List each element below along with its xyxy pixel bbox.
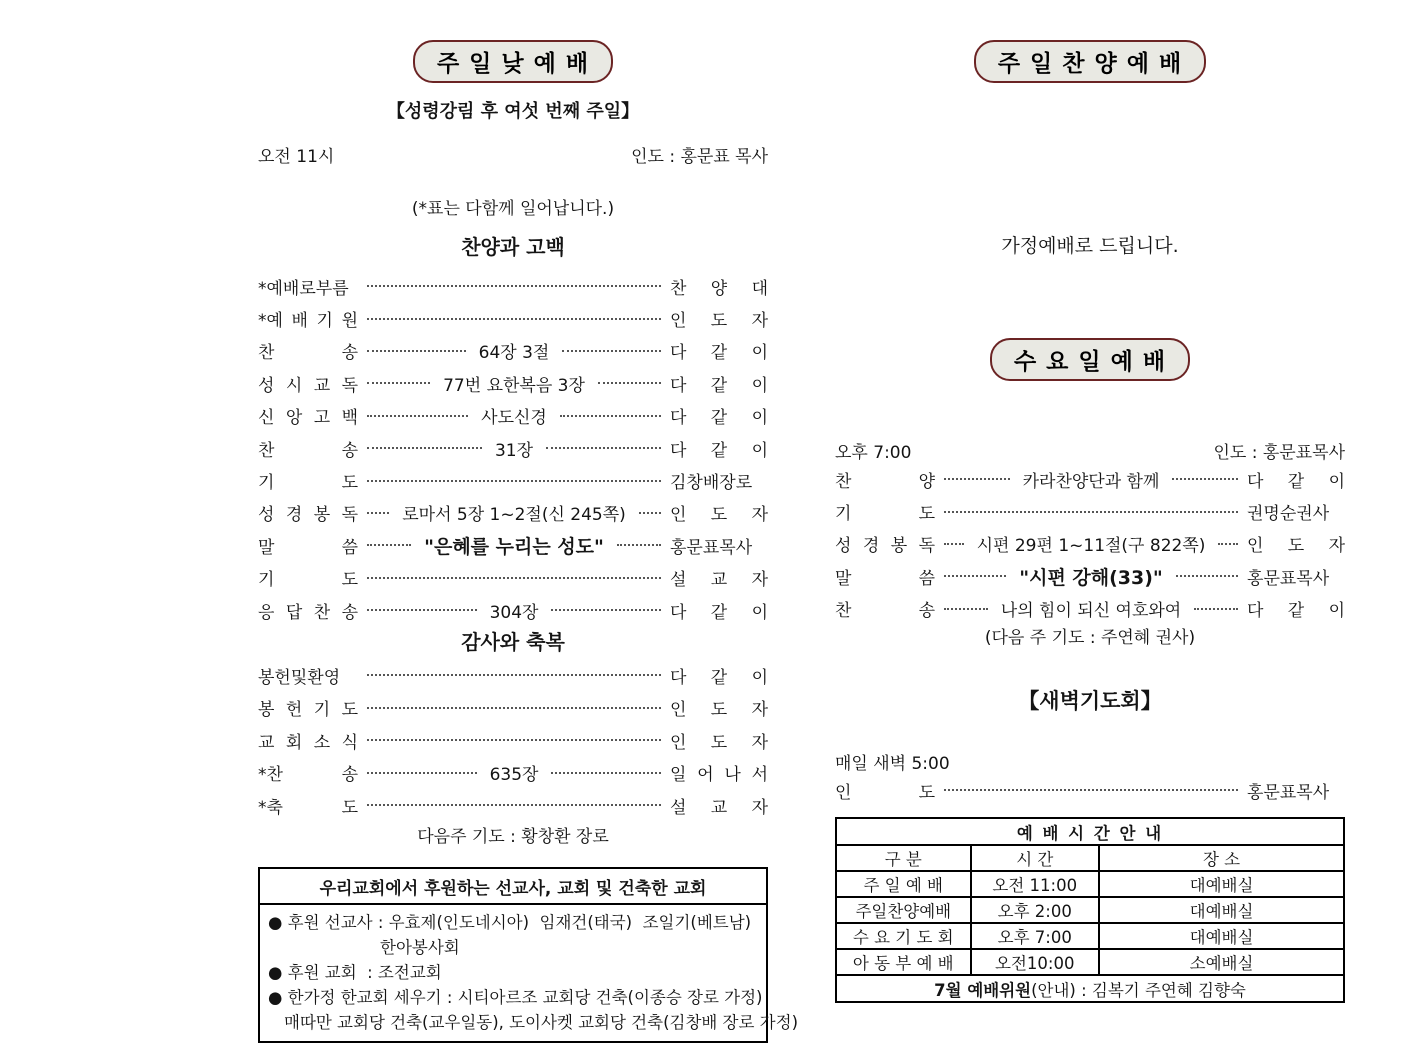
home-worship-note: 가정예배로 드립니다. bbox=[1001, 235, 1179, 257]
leader-dots bbox=[367, 285, 661, 287]
dawn-prayer-title: 【새벽기도회】 bbox=[1018, 688, 1162, 713]
leader-dots bbox=[367, 512, 389, 514]
section-praise-confession: 찬양과 고백 bbox=[461, 235, 565, 259]
church-building-line2: 매따만 교회당 건축(교우일동), 도이사켓 교회당 건축(김창배 장로 가정) bbox=[284, 1013, 798, 1033]
order-row bbox=[258, 562, 768, 594]
leader-dots bbox=[551, 609, 661, 611]
order-row bbox=[258, 497, 768, 529]
table-row bbox=[836, 871, 1344, 897]
leader-dots bbox=[617, 544, 661, 546]
leader-dots bbox=[367, 382, 430, 384]
table-title-row bbox=[836, 818, 1344, 845]
order-row bbox=[258, 724, 768, 756]
order-label: 성 경 봉 독 bbox=[835, 536, 935, 557]
leader-dots bbox=[367, 772, 477, 774]
order-row bbox=[258, 756, 768, 788]
order-row bbox=[258, 270, 768, 302]
leader-dots bbox=[367, 544, 411, 546]
order-row bbox=[835, 495, 1345, 527]
order-label: 응 답 찬 송 bbox=[258, 602, 358, 623]
order-assignee: 다 같 이 bbox=[1247, 601, 1345, 622]
order-label: *축 도 bbox=[258, 797, 358, 818]
next-week-prayer: 다음주 기도 : 황창환 장로 bbox=[417, 827, 609, 848]
order-label: 봉헌및환영 bbox=[258, 667, 341, 688]
table-header-row bbox=[836, 845, 1344, 871]
table-row bbox=[836, 923, 1344, 949]
mission-support-box bbox=[258, 867, 798, 1043]
order-label: *예배로부름 bbox=[258, 278, 349, 299]
order-label: 말 씀 bbox=[258, 537, 358, 558]
leader-dots bbox=[944, 575, 1006, 577]
order-detail: 로마서 5장 1~2절(신 245쪽) bbox=[402, 505, 626, 526]
service-leader: 인도 : 홍문표목사 bbox=[1213, 443, 1345, 463]
cell-place: 대예배실 bbox=[1099, 923, 1344, 949]
cell-place: 소예배실 bbox=[1099, 949, 1344, 975]
stand-note: (*표는 다함께 일어납니다.) bbox=[411, 199, 615, 219]
table-title: 예 배 시 간 안 내 bbox=[836, 818, 1344, 845]
order-assignee: 다 같 이 bbox=[670, 375, 769, 396]
order-assignee: 다 같 이 bbox=[670, 602, 768, 623]
wednesday-worship-header bbox=[835, 338, 1345, 381]
order-list-2 bbox=[258, 659, 768, 821]
cell-place: 대예배실 bbox=[1099, 897, 1344, 923]
leader-dots bbox=[1194, 608, 1238, 610]
order-label: 성 시 교 독 bbox=[258, 375, 358, 396]
cell-time: 오후 2:00 bbox=[971, 897, 1100, 923]
order-row bbox=[258, 335, 768, 367]
cell-service: 주일찬양예배 bbox=[836, 897, 971, 923]
cell-service: 수 요 기 도 회 bbox=[836, 923, 971, 949]
leader-dots bbox=[367, 447, 482, 449]
order-detail: 77번 요한복음 3장 bbox=[443, 375, 585, 396]
order-row bbox=[258, 594, 768, 626]
order-assignee: 인 도 자 bbox=[670, 505, 769, 526]
order-row bbox=[258, 659, 768, 691]
order-detail: 304장 bbox=[489, 602, 539, 623]
order-assignee: 다 같 이 bbox=[1247, 471, 1345, 492]
service-title-pill: 수 요 일 예 배 bbox=[990, 338, 1190, 381]
dawn-prayer-time: 매일 새벽 5:00 bbox=[835, 753, 950, 774]
leader-dots bbox=[562, 350, 661, 352]
order-row bbox=[258, 400, 768, 432]
order-detail: 카라찬양단과 함께 bbox=[1022, 471, 1160, 492]
leader-dots bbox=[944, 511, 1238, 513]
service-leader: 인도 : 홍문표 목사 bbox=[631, 147, 768, 167]
col-header-place: 장 소 bbox=[1099, 845, 1344, 871]
order-row bbox=[258, 367, 768, 399]
table-row bbox=[836, 949, 1344, 975]
order-row-sermon bbox=[835, 560, 1345, 592]
service-time: 오전 11시 bbox=[258, 147, 335, 167]
service-time: 오후 7:00 bbox=[835, 443, 912, 463]
supported-missionaries-line: ● 후원 선교사 : 우효제(인도네시아) 임재건(태국) 조일기(베트남) bbox=[268, 913, 752, 933]
order-assignee: 인 도 자 bbox=[670, 700, 768, 721]
order-assignee: 인 도 자 bbox=[670, 732, 768, 753]
order-label: 찬 송 bbox=[258, 440, 358, 461]
sunday-praise-worship-header bbox=[835, 40, 1345, 83]
order-label: *찬 송 bbox=[258, 765, 358, 786]
leader-dots bbox=[367, 609, 477, 611]
leader-dots bbox=[639, 512, 661, 514]
cell-time: 오전 11:00 bbox=[971, 871, 1100, 897]
leader-dots bbox=[546, 447, 661, 449]
order-row bbox=[258, 692, 768, 724]
wed-next-week-prayer: (다음 주 기도 : 주연혜 권사) bbox=[984, 627, 1196, 648]
leader-dots bbox=[367, 415, 468, 417]
order-assignee: 일 어 나 서 bbox=[670, 765, 768, 786]
order-label: 찬 송 bbox=[835, 601, 935, 622]
order-assignee: 다 같 이 bbox=[670, 440, 768, 461]
order-detail: 31장 bbox=[494, 440, 534, 461]
ushers-names: (안내) : 김복기 주연혜 김향숙 bbox=[1031, 980, 1246, 1000]
order-label: 기 도 bbox=[835, 504, 935, 525]
order-assignee: 권명순권사 bbox=[1247, 504, 1330, 525]
order-detail: 635장 bbox=[489, 765, 539, 786]
order-assignee: 찬 양 대 bbox=[670, 278, 768, 299]
leader-dots bbox=[367, 739, 661, 741]
order-label: 찬 양 bbox=[835, 471, 935, 492]
order-label: 인 도 bbox=[835, 782, 935, 803]
cell-service: 아 동 부 예 배 bbox=[836, 949, 971, 975]
col-header-time: 시 간 bbox=[971, 845, 1100, 871]
order-assignee: 인 도 자 bbox=[1247, 536, 1345, 557]
liturgical-week-subtitle: 【성령강림 후 여섯 번째 주일】 bbox=[386, 101, 640, 122]
leader-dots bbox=[1176, 575, 1238, 577]
right-services-column bbox=[835, 0, 1345, 1003]
service-time-leader-row bbox=[258, 142, 768, 167]
order-label: 기 도 bbox=[258, 473, 358, 494]
order-label: 교 회 소 식 bbox=[258, 732, 358, 753]
order-row bbox=[835, 593, 1345, 625]
order-assignee: 설 교 자 bbox=[670, 797, 768, 818]
order-detail: 나의 힘이 되신 여호와여 bbox=[1000, 601, 1182, 622]
order-assignee: 김창배장로 bbox=[670, 473, 753, 494]
leader-dots bbox=[551, 772, 661, 774]
order-label: 찬 송 bbox=[258, 343, 358, 364]
ushers-label: 7월 예배위원 bbox=[934, 980, 1032, 1000]
order-row bbox=[258, 464, 768, 496]
order-label: 봉 헌 기 도 bbox=[258, 700, 358, 721]
leader-dots bbox=[367, 350, 466, 352]
leader-dots bbox=[367, 674, 661, 676]
supported-church-line: ● 후원 교회 : 조전교회 bbox=[268, 963, 442, 983]
leader-dots bbox=[367, 707, 661, 709]
order-label: *예 배 기 원 bbox=[258, 311, 358, 332]
order-assignee: 홍문표목사 bbox=[1247, 568, 1330, 589]
monthly-ushers bbox=[836, 975, 1344, 1002]
order-assignee: 홍문표목사 bbox=[1247, 782, 1330, 803]
order-assignee: 홍문표목사 bbox=[670, 537, 753, 558]
leader-dots bbox=[944, 478, 1010, 480]
order-assignee: 다 같 이 bbox=[670, 667, 768, 688]
order-assignee: 다 같 이 bbox=[670, 408, 769, 429]
order-detail: 사도신경 bbox=[481, 408, 547, 429]
leader-dots bbox=[944, 789, 1238, 791]
sermon-title: "시편 강해(33)" bbox=[1019, 566, 1163, 589]
mission-support-body bbox=[260, 905, 798, 1041]
leader-dots bbox=[1218, 543, 1238, 545]
order-assignee: 다 같 이 bbox=[670, 343, 769, 364]
order-row bbox=[835, 774, 1345, 806]
cell-time: 오전10:00 bbox=[971, 949, 1100, 975]
leader-dots bbox=[944, 543, 964, 545]
table-footer-row bbox=[836, 975, 1344, 1002]
order-list-1 bbox=[258, 270, 768, 626]
order-row bbox=[258, 789, 768, 821]
church-building-line: ● 한가정 한교회 세우기 : 시티아르조 교회당 건축(이종승 장로 가정) bbox=[268, 988, 763, 1008]
worship-time-table bbox=[835, 817, 1345, 1003]
order-label: 신 앙 고 백 bbox=[258, 408, 358, 429]
order-row-sermon bbox=[258, 529, 768, 561]
order-detail: 시편 29편 1~11절(구 822쪽) bbox=[976, 536, 1206, 557]
leader-dots bbox=[1172, 478, 1238, 480]
leader-dots bbox=[367, 318, 661, 320]
order-assignee: 설 교 자 bbox=[670, 570, 768, 591]
order-assignee: 인 도 자 bbox=[670, 311, 768, 332]
order-row bbox=[835, 528, 1345, 560]
cell-place: 대예배실 bbox=[1099, 871, 1344, 897]
mission-support-title: 우리교회에서 후원하는 선교사, 교회 및 건축한 교회 bbox=[260, 869, 766, 905]
wed-time-leader-row bbox=[835, 438, 1345, 463]
leader-dots bbox=[560, 415, 661, 417]
leader-dots bbox=[367, 577, 661, 579]
service-title-pill: 주 일 낮 예 배 bbox=[413, 40, 613, 83]
sunday-day-worship-column bbox=[258, 0, 798, 1043]
wed-order-list bbox=[835, 463, 1345, 625]
col-header-category: 구 분 bbox=[836, 845, 971, 871]
order-label: 말 씀 bbox=[835, 568, 935, 589]
order-label: 성 경 봉 독 bbox=[258, 505, 358, 526]
order-label: 기 도 bbox=[258, 570, 358, 591]
service-title-pill: 주 일 찬 양 예 배 bbox=[974, 40, 1206, 83]
order-row bbox=[258, 302, 768, 334]
supported-missionaries-line2: 한아봉사회 bbox=[380, 938, 460, 958]
leader-dots bbox=[367, 480, 661, 482]
order-detail: 64장 3절 bbox=[478, 343, 550, 364]
leader-dots bbox=[367, 804, 661, 806]
leader-dots bbox=[598, 382, 661, 384]
section-thanks-blessing: 감사와 축복 bbox=[461, 630, 565, 655]
sunday-day-worship-header bbox=[258, 40, 768, 83]
order-row bbox=[258, 432, 768, 464]
leader-dots bbox=[944, 608, 988, 610]
sermon-title: "은혜를 누리는 성도" bbox=[424, 535, 604, 558]
table-row bbox=[836, 897, 1344, 923]
cell-time: 오후 7:00 bbox=[971, 923, 1100, 949]
cell-service: 주 일 예 배 bbox=[836, 871, 971, 897]
order-row bbox=[835, 463, 1345, 495]
